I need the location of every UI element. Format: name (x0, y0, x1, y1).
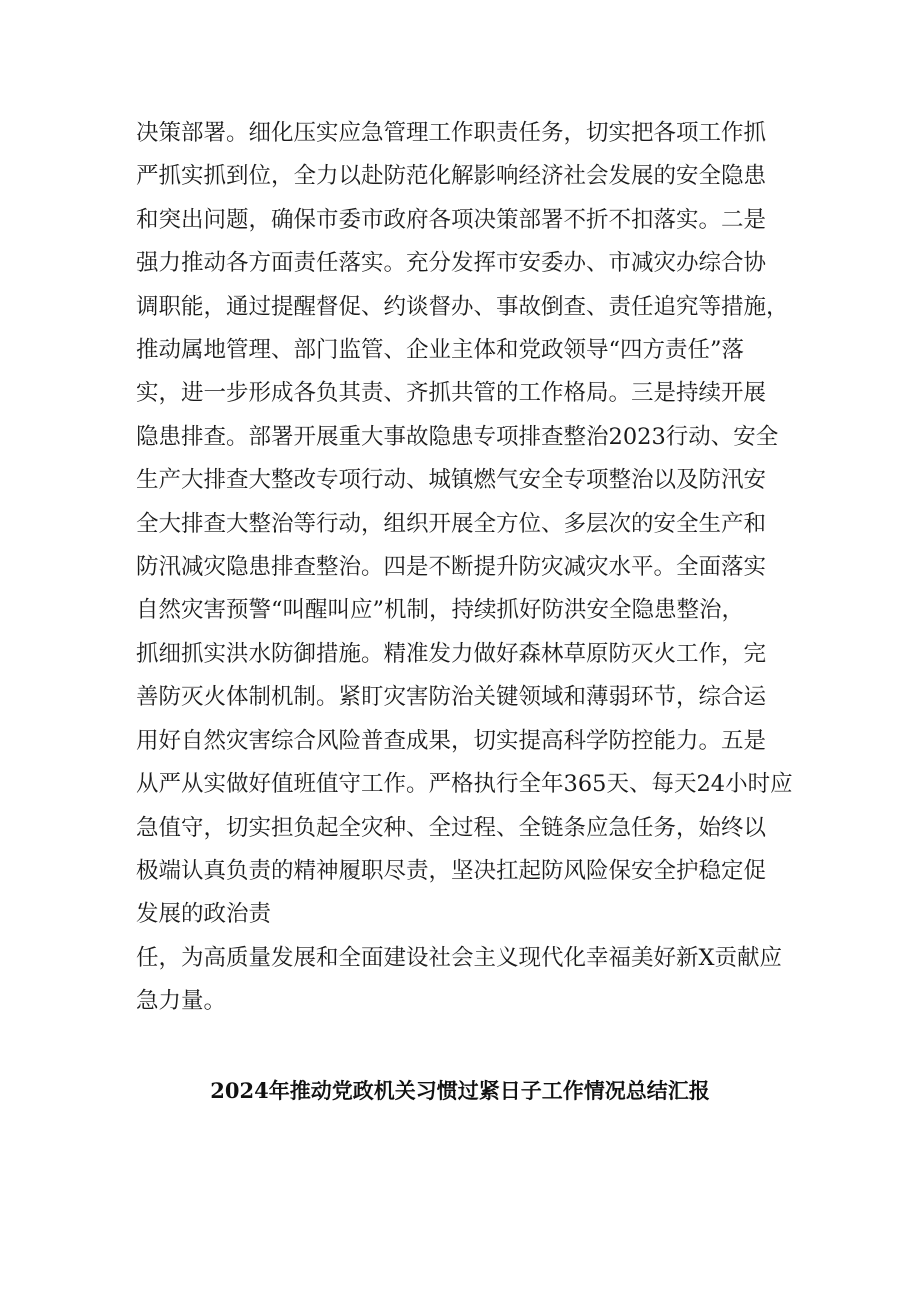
text-line: 决策部署。细化压实应急管理工作职责任务，切实把各项工作抓 (136, 120, 767, 146)
text-line: 用好自然灾害综合风险普查成果，切实提高科学防控能力。五是 (136, 727, 767, 754)
text-line: 从严从实做好值班值守工作。严格执行全年365天、每天24小时应 (136, 771, 793, 798)
text-line: 任，为高质量发展和全面建设社会主义现代化幸福美好新X贡献应 (136, 944, 783, 971)
body-paragraph (136, 112, 796, 1024)
text-line: 实，进一步形成各负其责、齐抓共管的工作格局。三是持续开展 (136, 380, 767, 407)
text-line: 善防灭火体制机制。紧盯灾害防治关键领域和薄弱环节，综合运 (136, 684, 767, 711)
text-line: 强力推动各方面责任落实。充分发挥市安委办、市减灾办综合协 (136, 250, 767, 277)
text-line: 全大排查大整治等行动，组织开展全方位、多层次的安全生产和 (136, 510, 767, 537)
text-line: 推动属地管理、部门监管、企业主体和党政领导“四方责任”落 (136, 337, 745, 364)
text-line: 生产大排查大整改专项行动、城镇燃气安全专项整治以及防汛安 (136, 467, 767, 494)
text-line: 急力量。 (136, 988, 227, 1015)
text-line: 严抓实抓到位，全力以赴防范化解影响经济社会发展的安全隐患 (136, 163, 767, 190)
text-line: 防汛减灾隐患排查整治。四是不断提升防灾减灾水平。全面落实 (136, 554, 767, 581)
document-title: 2024年推动党政机关习惯过紧日子工作情况总结汇报 (210, 1078, 710, 1103)
text-line: 急值守，切实担负起全灾种、全过程、全链条应急任务，始终以 (136, 814, 767, 841)
text-line: 和突出问题，确保市委市政府各项决策部署不折不扣落实。二是 (136, 206, 767, 233)
text-line: 隐患排查。部署开展重大事故隐患专项排查整治2023行动、安全 (136, 423, 779, 450)
text-line: 调职能，通过提醒督促、约谈督办、事故倒查、责任追究等措施， (136, 293, 789, 320)
text-line: 自然灾害预警“叫醒叫应”机制，持续抓好防洪安全隐患整治， (136, 597, 745, 624)
text-line: 发展的政治责 (136, 901, 272, 928)
text-line: 极端认真负责的精神履职尽责，坚决扛起防风险保安全护稳定促 (136, 857, 767, 884)
text-line: 抓细抓实洪水防御措施。精准发力做好森林草原防灭火工作，完 (136, 640, 767, 667)
